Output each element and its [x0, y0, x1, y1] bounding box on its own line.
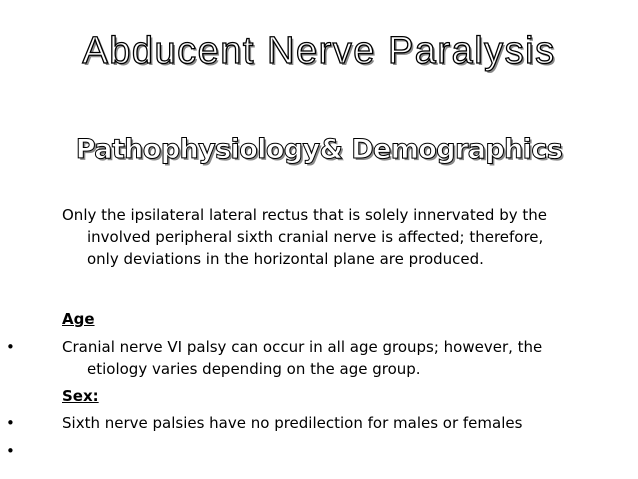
intro-paragraph: [62, 204, 582, 270]
slide-subtitle: Pathophysiology& Demographics: [75, 134, 563, 165]
bullet-empty: •: [6, 442, 15, 460]
age-paragraph: [62, 336, 582, 380]
bullet-sex: •: [6, 414, 15, 432]
intro-line-3: only deviations in the horizontal plane are produced.: [87, 250, 484, 268]
age-heading: Age: [62, 310, 95, 328]
age-line-1: Cranial nerve VI palsy can occur in all age groups; however, the: [62, 338, 543, 356]
bullet-age: •: [6, 338, 15, 356]
intro-line-2: involved peripheral sixth cranial nerve is affected; therefore,: [87, 228, 544, 246]
sex-heading: Sex:: [62, 387, 99, 405]
sex-line-1: Sixth nerve palsies have no predilection for males or females: [62, 414, 523, 432]
intro-line-1: Only the ipsilateral lateral rectus that is solely innervated by the: [62, 206, 548, 224]
sex-paragraph: [62, 412, 582, 434]
age-line-2: etiology varies depending on the age group.: [87, 360, 421, 378]
slide-title: Abducent Nerve Paralysis: [82, 30, 556, 72]
